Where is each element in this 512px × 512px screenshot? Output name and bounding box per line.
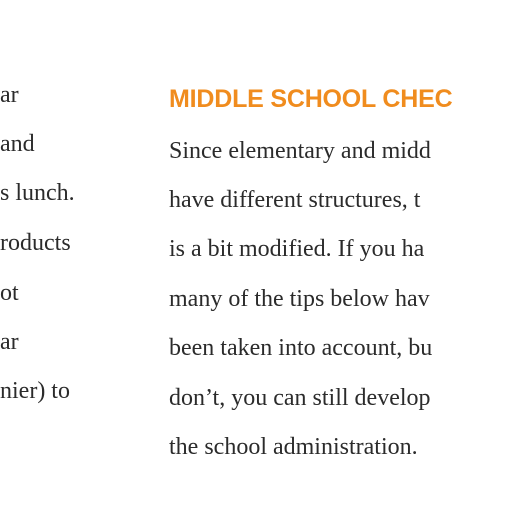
body-text-line: have different structures, t (169, 187, 421, 213)
body-text-line: been taken into account, bu (169, 335, 433, 361)
body-text-line: many of the tips below hav (169, 286, 430, 312)
left-text-line: ar (0, 82, 19, 108)
left-text-line: s lunch. (0, 180, 75, 206)
left-text-line: and (0, 131, 35, 157)
left-text-line: ar (0, 329, 19, 355)
body-text-line: the school administration. (169, 434, 418, 460)
body-text-line: Since elementary and midd (169, 138, 431, 164)
body-text-line: is a bit modified. If you ha (169, 236, 425, 262)
left-text-line: ot (0, 280, 19, 306)
left-text-line: nier) to (0, 378, 70, 404)
left-text-line: roducts (0, 230, 71, 256)
section-heading: MIDDLE SCHOOL CHEC (169, 85, 453, 113)
body-text-line: don’t, you can still develop (169, 385, 431, 411)
